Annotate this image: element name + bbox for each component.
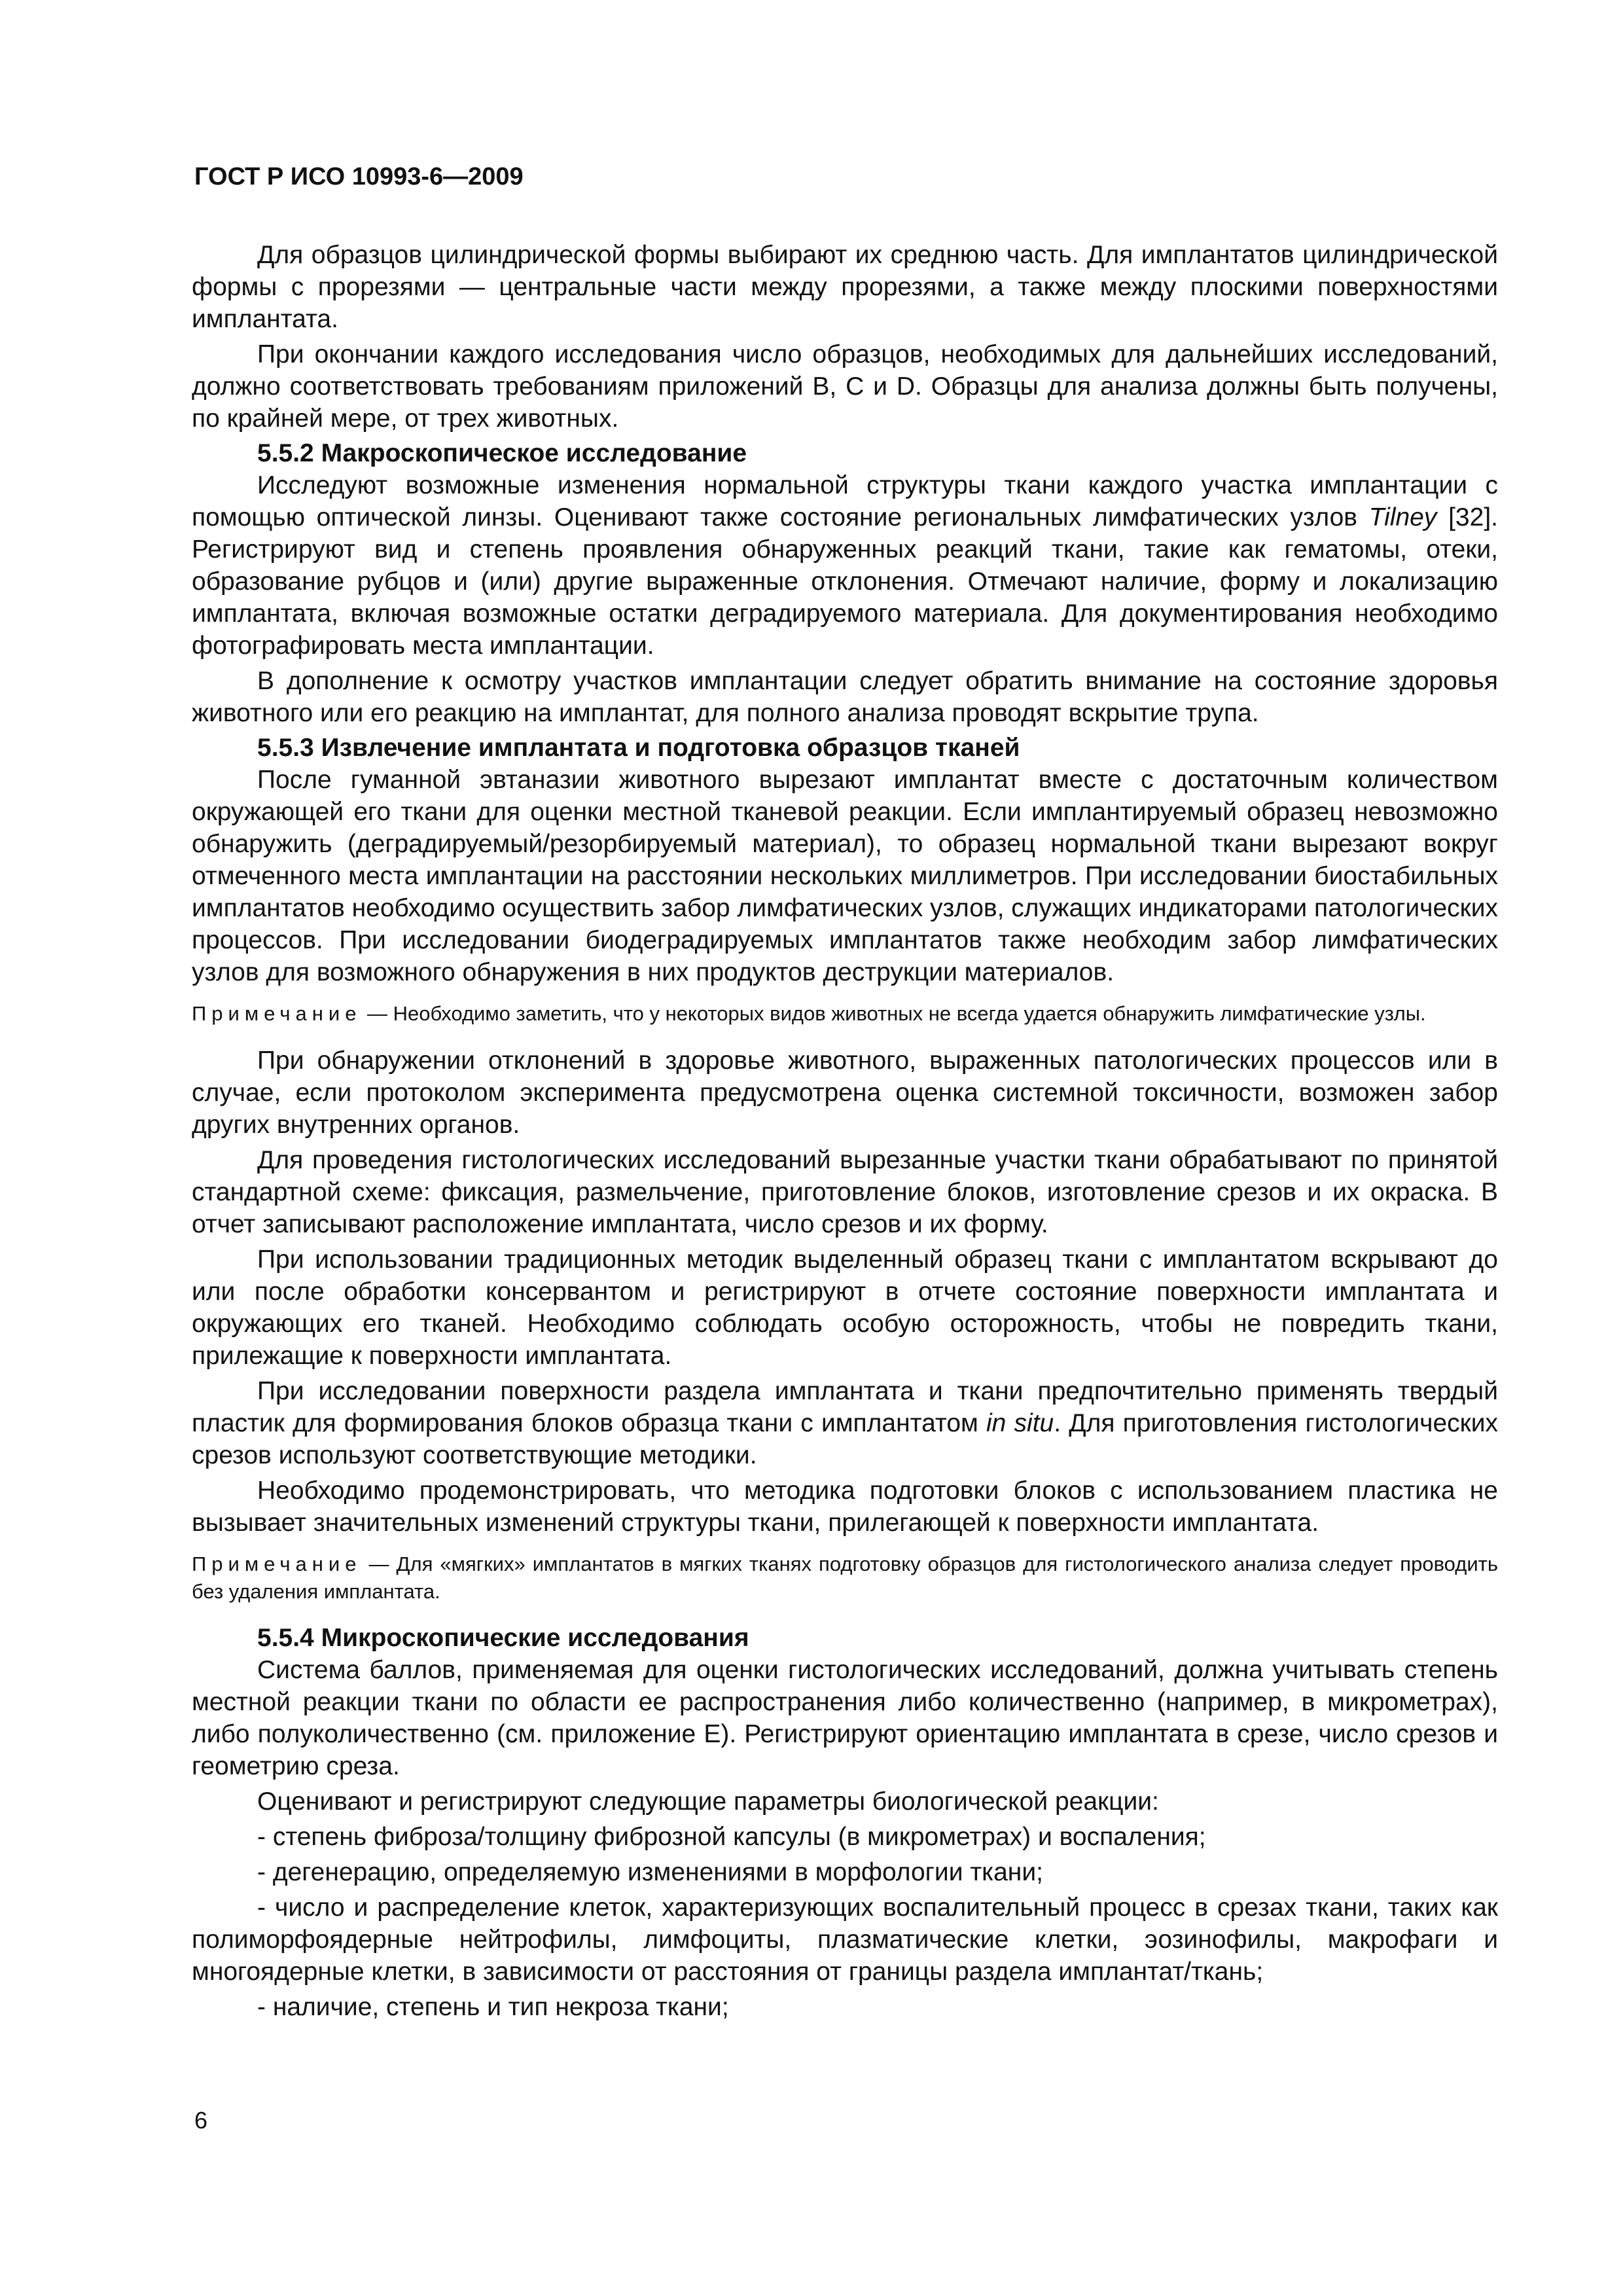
paragraph: Для образцов цилиндрической формы выбирают их среднюю часть. Для имплантатов цилиндрической формы с прорезями — центральные части между прорезями, а также между плоскими поверхностями имплантата.	[192, 241, 1498, 333]
note	[192, 1551, 1498, 1605]
text-run: . Для приготовления гистологических срезов используют соответствующие методики.	[192, 1409, 1498, 1469]
italic-term: in situ	[986, 1409, 1054, 1437]
page-number: 6	[194, 2107, 208, 2134]
list-item: - степень фиброза/толщину фиброзной капсулы (в микрометрах) и воспаления;	[257, 1823, 1206, 1851]
document-body	[192, 239, 1498, 2026]
text-run: При исследовании поверхности раздела имплантата и ткани предпочтительно применять твердый пластик для формирования блоков образца ткани с имплантатом	[192, 1377, 1498, 1437]
section-heading-5-5-4: 5.5.4 Микроскопические исследования	[257, 1624, 749, 1652]
note-label: Примечание	[192, 1002, 362, 1025]
paragraph: Необходимо продемонстрировать, что методика подготовки блоков с использованием пластика не вызывает значительных изменений структуры ткани, прилегающей к поверхности имплантата.	[192, 1477, 1498, 1537]
list-item: - дегенерацию, определяемую изменениями в морфологии ткани;	[257, 1858, 1043, 1886]
paragraph: После гуманной эвтаназии животного вырезают имплантат вместе с достаточным количеством окружающей его ткани для оценки местной тканевой реакции. Если имплантируемый образец невозможно обнаружить (деградируемый/резорбируемый материал), то образец нормальной ткани вырезают вокруг отмеченного места имплантации на расстоянии нескольких миллиметров. При исследовании биостабильных имплантатов необходимо осуществить забор лимфатических узлов, служащих индикаторами патологических процессов. При исследовании биодеградируемых имплантатов также необходим забор лимфатических узлов для возможного обнаружения в них продуктов деструкции материалов.	[192, 766, 1498, 986]
paragraph: При окончании каждого исследования число образцов, необходимых для дальнейших исследований, должно соответствовать требованиям приложений В, С и D. Образцы для анализа должны быть получены, по крайней мере, от трех животных.	[192, 340, 1498, 433]
paragraph: Для проведения гистологических исследований вырезанные участки ткани обрабатывают по принятой стандартной схеме: фиксация, размельчение, приготовление блоков, изготовление срезов и их окраска. В отчет записывают расположение имплантата, число срезов и их форму.	[192, 1146, 1498, 1238]
italic-term: Tilney	[1368, 503, 1437, 531]
list-item: - число и распределение клеток, характеризующих воспалительный процесс в срезах ткани, таких как полиморфоядерные нейтрофилы, лимфоциты, плазматические клетки, эозинофилы, макрофаги и многоядерные клетки, в зависимости от расстояния от границы раздела имплантат/ткань;	[192, 1893, 1498, 1986]
paragraph: В дополнение к осмотру участков имплантации следует обратить внимание на состояние здоровья животного или его реакцию на имплантат, для полного анализа проводят вскрытие трупа.	[192, 667, 1498, 727]
note	[192, 1000, 1498, 1028]
standard-code-header: ГОСТ Р ИСО 10993-6—2009	[194, 163, 524, 190]
paragraph: Оценивают и регистрируют следующие параметры биологической реакции:	[257, 1787, 1159, 1816]
text-run: Исследуют возможные изменения нормальной структуры ткани каждого участка имплантации с помощью оптической линзы. Оценивают также состояние региональных лимфатических узлов	[192, 471, 1498, 531]
paragraph: При использовании традиционных методик выделенный образец ткани с имплантатом вскрывают до или после обработки консервантом и регистрируют в отчете состояние поверхности имплантата и окружающих его тканей. Необходимо соблюдать особую осторожность, чтобы не повредить ткани, прилежащие к поверхности имплантата.	[192, 1246, 1498, 1370]
paragraph: Система баллов, применяемая для оценки гистологических исследований, должна учитывать степень местной реакции ткани по области ее распространения либо количественно (например, в микрометрах), либо полуколичественно (см. приложение Е). Регистрируют ориентацию имплантата в срезе, число срезов и геометрию среза.	[192, 1656, 1498, 1780]
note-label: Примечание	[192, 1552, 362, 1575]
note-text: — Необходимо заметить, что у некоторых видов животных не всегда удается обнаружить лимфатические узлы.	[361, 1002, 1426, 1025]
paragraph	[192, 469, 1498, 662]
paragraph: При обнаружении отклонений в здоровье животного, выраженных патологических процессов или в случае, если протоколом эксперимента предусмотрена оценка системной токсичности, возможен забор других внутренних органов.	[192, 1047, 1498, 1139]
list-item: - наличие, степень и тип некроза ткани;	[257, 1993, 729, 2021]
paragraph	[192, 1375, 1498, 1471]
section-heading-5-5-3: 5.5.3 Извлечение имплантата и подготовка образцов тканей	[257, 734, 1020, 762]
text-run: [32]. Регистрируют вид и степень проявления обнаруженных реакций ткани, такие как гематомы, отеки, образование рубцов и (или) другие выраженные отклонения. Отмечают наличие, форму и локализацию имплантата, включая возможные остатки деградируемого материала. Для документирования необходимо фотографировать места имплантации.	[192, 503, 1498, 660]
section-heading-5-5-2: 5.5.2 Макроскопическое исследование	[257, 439, 747, 467]
note-text: — Для «мягких» имплантатов в мягких тканях подготовку образцов для гистологического анализа следует проводить без удаления имплантата.	[192, 1552, 1498, 1603]
